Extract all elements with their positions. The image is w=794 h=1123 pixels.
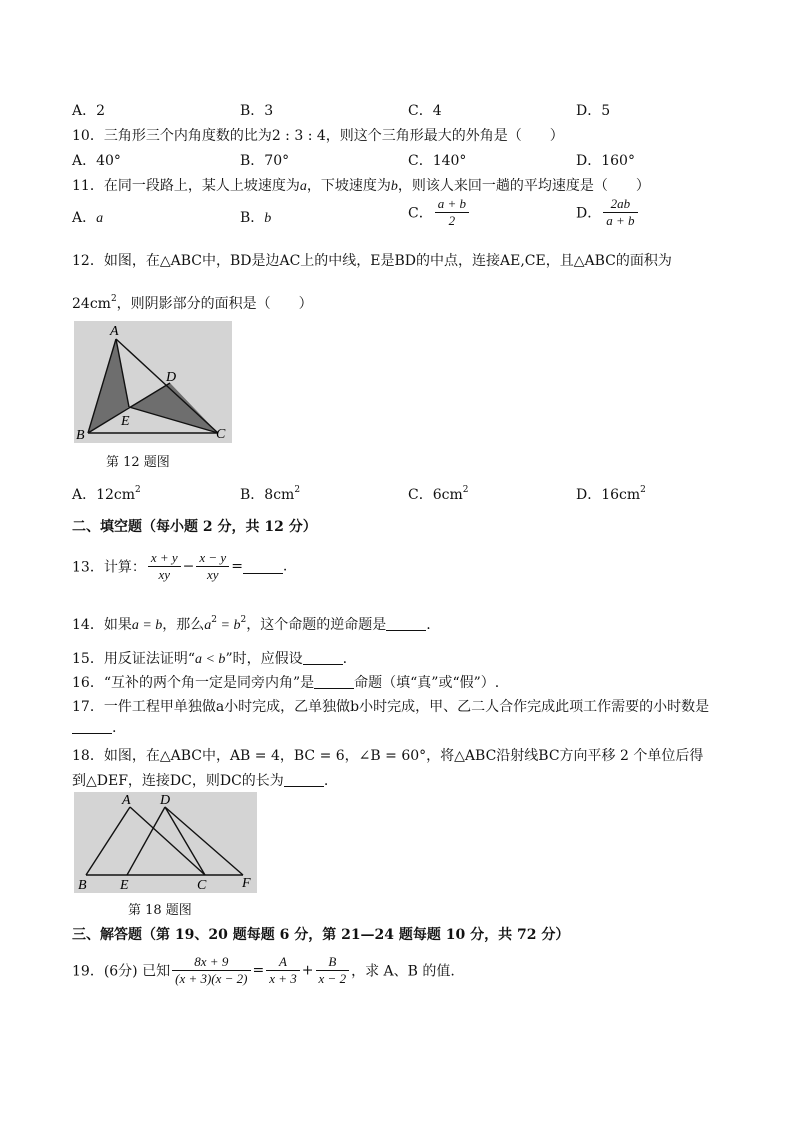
q9-option-a: A．2 [72,103,106,119]
q11-option-d: D． $\frac{2ab}{a + b}$ [576,196,640,229]
q11-stem-part3: ，则该人来回一趟的平均速度是（ ） [397,178,650,194]
q12-stem-line2: $24cm^2$，则阴影部分的面积是（ ） [72,294,313,312]
q18-label-c: C [197,878,207,893]
q12-option-c: C．$6cm^2$ [408,485,469,503]
q12-stem-line1: 12．如图，在△ABC中，BD是边AC上的中线，E是BD的中点，连接AE,CE，且△ABC的面积为 [72,253,672,269]
q9-option-d: D．5 [576,103,611,119]
q19: 19．(6分) 已知 $\frac{8x + 9}{(x + 3)(x - 2)}$ = $\frac{A}{x + 3}$ + $\frac{B}{x - 2}$ ，求 A、B 的值. [72,954,455,986]
q18-label-b: B [78,878,87,893]
q11-option-b: B．b [240,210,272,226]
q14: 14．如果a = b，那么$a^2 = b^2$，这个命题的逆命题是 . [72,615,431,633]
q10-option-c: C．140° [408,153,467,169]
q16-answer-blank [314,675,354,689]
q9-option-c: C．4 [408,103,442,119]
q14-answer-blank [386,617,426,631]
q12-label-a: A [110,324,119,339]
q12-label-c: C [216,427,226,442]
q9-option-b: B．3 [240,103,274,119]
q11-var-a: a [299,179,307,194]
q12-option-a: A．$12cm^2$ [72,485,141,503]
q10-stem: 10．三角形三个内角度数的比为2 : 3 : 4，则这个三角形最大的外角是（ ） [72,128,564,144]
section-2-heading: 二、填空题（每小题 2 分，共 12 分） [72,519,317,535]
q15: 15．用反证法证明“a < b”时，应假设 . [72,651,348,667]
q11-option-c: C． $\frac{a + b}{2}$ [408,196,471,229]
q10-option-d: D．160° [576,153,635,169]
q12-label-d: D [166,370,177,385]
q10-option-b: B．70° [240,153,290,169]
q17-answer-blank [72,720,112,734]
q18-line2: 到△DEF，连接DC，则DC的长为 . [72,773,329,789]
q11-var-b: b [390,179,398,194]
q18-label-a: A [122,793,131,808]
q11-stem [72,175,650,195]
q17-line1: 17．一件工程甲单独做a小时完成，乙单独做b小时完成，甲、乙二人合作完成此项工作需要的小时数是 [72,699,710,715]
q16: 16．“互补的两个角一定是同旁内角”是 命题（填“真”或“假”）. [72,675,500,691]
q11-stem-part2: ，下坡速度为 [306,178,391,194]
q13: 13．计算： $\frac{x + y}{xy}$ − $\frac{x - y}{xy}$ = . [72,550,288,582]
q18-figure [74,792,257,893]
q18-label-f: F [242,876,251,891]
q12-figure [74,321,232,443]
q12-option-d: D．$16cm^2$ [576,485,646,503]
q17-line2: . [72,720,116,736]
q12-figure-caption: 第 12 题图 [106,455,170,470]
q18-label-e: E [120,878,129,893]
q13-answer-blank [243,560,283,574]
q18-answer-blank [284,773,324,787]
q18-figure-caption: 第 18 题图 [128,903,192,918]
q11-stem-part1: 11．在同一段路上，某人上坡速度为 [72,178,300,194]
q18-label-d: D [160,793,171,808]
q12-option-b: B．$8cm^2$ [240,485,301,503]
q11-option-a: A．a [72,210,104,226]
q12-label-b: B [76,428,85,443]
q10-option-a: A．40° [72,153,121,169]
q15-answer-blank [303,651,343,665]
q18-line1: 18．如图，在△ABC中，AB = 4，BC = 6，∠B = 60°，将△ABC沿射线BC方向平移 2 个单位后得 [72,748,704,764]
section-3-heading: 三、解答题（第 19、20 题每题 6 分，第 21—24 题每题 10 分，共 72 分） [72,927,570,943]
q12-label-e: E [121,414,130,429]
